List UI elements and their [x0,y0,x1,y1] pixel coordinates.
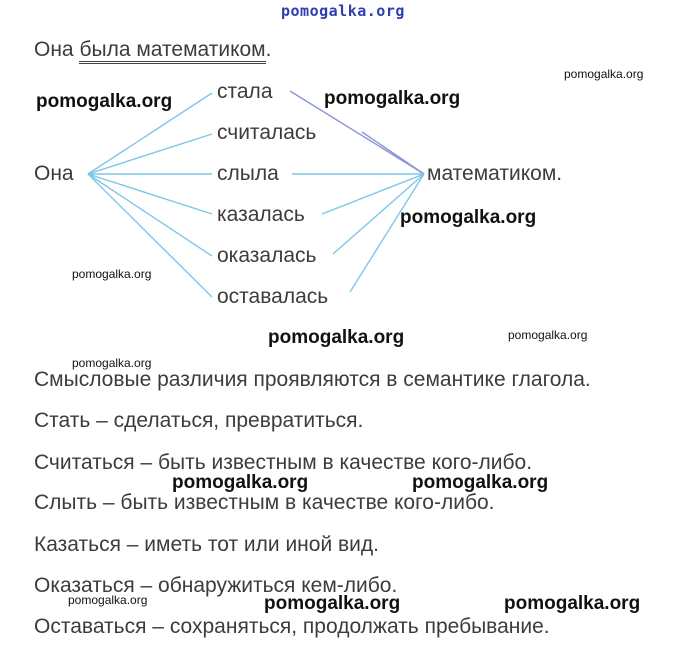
explanation-line: Казаться – иметь тот или иной вид. [34,533,379,556]
connector-line [88,174,212,256]
watermark-big: pomogalka.org [412,472,549,493]
diagram-left-word: Она [34,162,74,185]
explanation-line: Считаться – быть известным в качестве кого-либо. [34,451,533,474]
connector-line [362,132,424,174]
watermark-big: pomogalka.org [36,91,173,112]
watermark-big: pomogalka.org [268,327,405,348]
watermark-small: pomogalka.org [508,328,588,342]
diagram-verb: оказалась [217,244,317,267]
diagram-verb: считалась [217,121,317,144]
explanation-line: Слыть – быть известным в качестве кого-либо. [34,491,495,514]
sentence-end: . [265,38,272,61]
sentence-predicate: была математиком [79,38,265,64]
sentence-subject: Она [34,38,74,61]
explanation-line: Оставаться – сохраняться, продолжать пребывание. [34,615,550,638]
watermark-small: pomogalka.org [68,593,148,607]
watermark-big: pomogalka.org [324,88,461,109]
diagram-verb: слыла [217,162,279,185]
watermark-small: pomogalka.org [564,67,644,81]
diagram-verb: казалась [217,203,305,226]
explanation-line: Стать – сделаться, превратиться. [34,409,364,432]
watermark-small: pomogalka.org [72,356,152,370]
explanation-line: Оказаться – обнаружиться кем-либо. [34,574,398,597]
watermark-big: pomogalka.org [264,593,401,614]
watermark-top: pomogalka.org [281,2,405,20]
diagram-right-word: математиком. [427,162,563,185]
watermark-big: pomogalka.org [504,593,641,614]
connector-line [88,134,212,174]
watermark-small: pomogalka.org [72,267,152,281]
diagram-verb: оставалась [217,285,329,308]
connector-line [350,174,424,292]
watermark-big: pomogalka.org [400,207,537,228]
diagram-verb: стала [217,80,273,103]
explanation-line: Смысловые различия проявляются в семантике глагола. [34,368,591,391]
watermark-big: pomogalka.org [172,472,309,493]
connector-line [88,174,212,214]
